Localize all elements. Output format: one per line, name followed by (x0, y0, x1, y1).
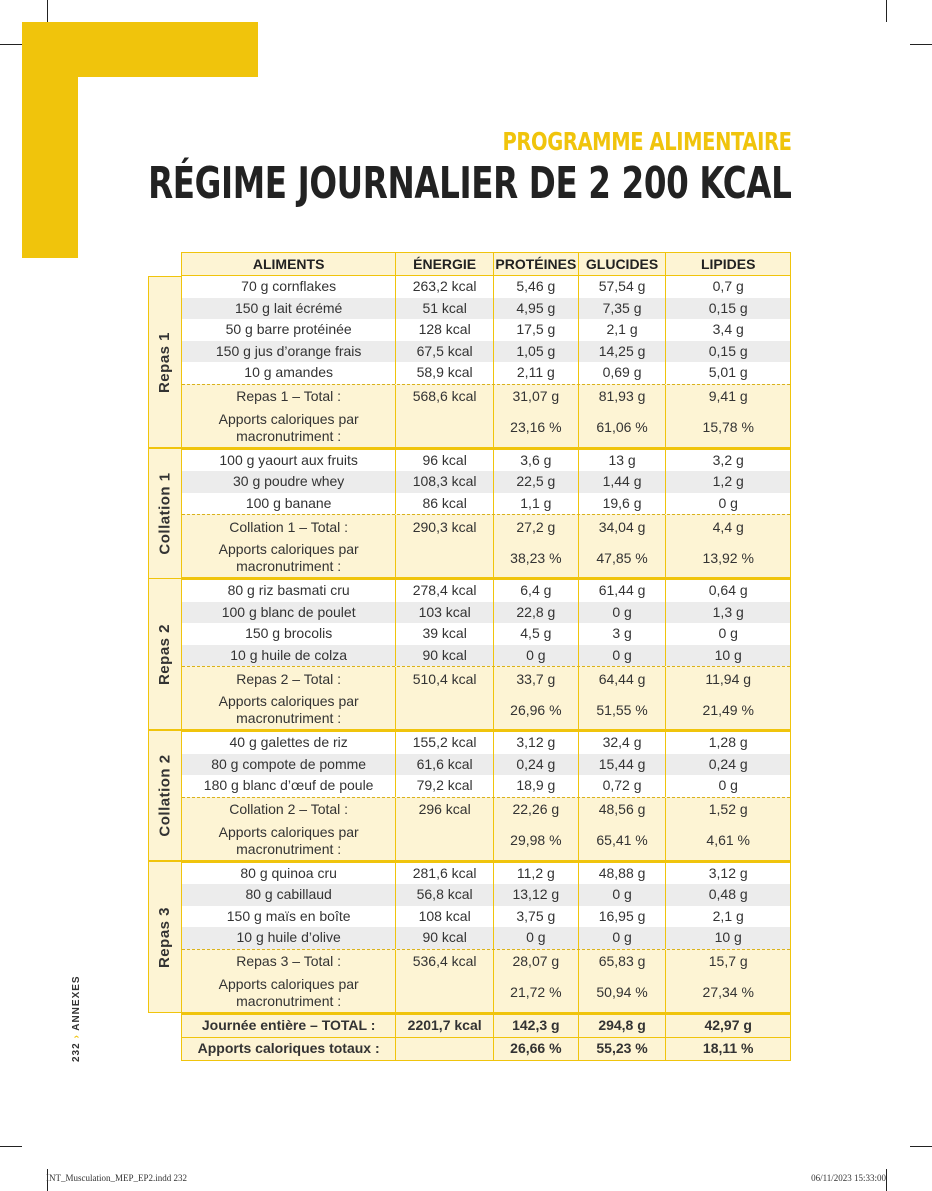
table-cell: 33,7 g (494, 667, 579, 691)
table-cell: 31,07 g (494, 385, 579, 409)
table-cell: 296 kcal (396, 798, 494, 822)
table-cell: 22,26 g (494, 798, 579, 822)
table-cell: 48,56 g (579, 798, 667, 822)
crop-mark (910, 1146, 932, 1147)
table-cell: 142,3 g (494, 1015, 579, 1037)
page-title: RÉGIME JOURNALIER DE 2 200 KCAL (148, 158, 792, 209)
table-cell: 1,05 g (494, 341, 579, 363)
table-cell: 3,4 g (712, 321, 744, 338)
table-row (182, 775, 790, 797)
section-label-text: Collation 2 (156, 754, 174, 837)
section-side-label (148, 861, 181, 1013)
table-cell (396, 822, 494, 860)
table-cell: 26,66 % (494, 1038, 579, 1060)
table-cell: 100 g blanc de poulet (182, 602, 396, 624)
section-total-block (182, 949, 790, 1012)
table-cell: 0,24 g (494, 754, 579, 776)
table-cell: 34,04 g (579, 515, 667, 539)
table-cell: 568,6 kcal (396, 385, 494, 409)
table-cell: 39 kcal (396, 623, 494, 645)
column-header-energie: ÉNERGIE (396, 253, 494, 275)
crop-mark (910, 44, 932, 45)
table-cell: 58,9 kcal (396, 362, 494, 384)
table-cell: 18,9 g (494, 775, 579, 797)
table-cell: 0 g (718, 625, 738, 642)
table-row (182, 754, 790, 776)
section-side-label (148, 578, 181, 730)
section-label-text: Collation 1 (156, 472, 174, 555)
table-cell: 17,5 g (494, 319, 579, 341)
table-cell: 0,24 g (708, 755, 748, 772)
table-row (182, 863, 790, 885)
table-row (182, 580, 790, 602)
table-row (182, 927, 790, 949)
table-cell: 50 g barre protéinée (182, 319, 396, 341)
table-cell: 13,92 % (702, 549, 754, 566)
table-cell: 86 kcal (396, 493, 494, 515)
table-cell: 510,4 kcal (396, 667, 494, 691)
column-header-proteines: PROTÉINES (494, 253, 579, 275)
slug-filename: INT_Musculation_MEP_EP2.indd 232 (46, 1173, 187, 1183)
table-cell: 108 kcal (396, 906, 494, 928)
table-cell: 16,95 g (579, 906, 667, 928)
table-row (182, 450, 790, 472)
table-cell: 0,7 g (712, 278, 744, 295)
table-cell: 0 g (718, 777, 738, 794)
table-cell: 108,3 kcal (396, 471, 494, 493)
table-cell: Repas 1 – Total : (182, 385, 396, 409)
table-cell: 55,23 % (579, 1038, 667, 1060)
table-cell: 81,93 g (579, 385, 667, 409)
table-cell: 6,4 g (494, 580, 579, 602)
table-cell: 27,34 % (702, 984, 754, 1000)
table-cell: 180 g blanc d’œuf de poule (182, 775, 396, 797)
table-cell: 4,95 g (494, 298, 579, 320)
table-cell: 90 kcal (396, 645, 494, 667)
table-cell: 51,55 % (579, 691, 667, 729)
table-cell: 13,12 g (494, 884, 579, 906)
table-cell: 0,15 g (708, 342, 748, 359)
table-cell: 65,83 g (579, 950, 667, 974)
table-cell: 18,11 % (702, 1040, 754, 1056)
table-cell: 80 g riz basmati cru (182, 580, 396, 602)
section-side-label (148, 730, 181, 861)
table-cell: 3,12 g (708, 864, 748, 881)
table-row (182, 362, 790, 384)
table-cell: Repas 3 – Total : (182, 950, 396, 974)
section-total-row (182, 515, 790, 539)
table-cell: 80 g cabillaud (182, 884, 396, 906)
table-cell: Journée entière – TOTAL : (182, 1015, 396, 1037)
table-cell: 4,5 g (494, 623, 579, 645)
table-cell: 1,1 g (494, 493, 579, 515)
column-header-lipides: LIPIDES (700, 255, 756, 272)
section-side-label (148, 276, 181, 448)
table-body (181, 276, 791, 1013)
table-cell: Apports caloriques totaux : (182, 1038, 396, 1060)
page-folio (71, 975, 82, 1062)
table-cell: 15,44 g (579, 754, 667, 776)
table-cell: 536,4 kcal (396, 950, 494, 974)
table-cell: 128 kcal (396, 319, 494, 341)
table-cell: 3,75 g (494, 906, 579, 928)
table-cell: 10 g (714, 929, 742, 946)
section-apports-row (182, 691, 790, 729)
table-cell: 10 g huile d’olive (182, 927, 396, 949)
table-cell: 150 g maïs en boîte (182, 906, 396, 928)
table-row (182, 884, 790, 906)
table-cell: 13 g (579, 450, 667, 472)
table-cell: 80 g compote de pomme (182, 754, 396, 776)
table-cell: 3,12 g (494, 732, 579, 754)
table-row (182, 319, 790, 341)
table-cell: 48,88 g (579, 863, 667, 885)
meal-section (181, 448, 791, 579)
section-label-text: Repas 3 (156, 906, 174, 968)
table-cell: 15,7 g (708, 953, 748, 969)
table-cell: 103 kcal (396, 602, 494, 624)
crop-mark (47, 0, 48, 22)
section-total-row (182, 798, 790, 822)
table-cell: 1,2 g (712, 473, 744, 490)
table-cell: Apports caloriques par macronutriment : (182, 539, 396, 577)
table-cell: 150 g lait écrémé (182, 298, 396, 320)
table-cell: 67,5 kcal (396, 341, 494, 363)
table-cell: 4,4 g (712, 518, 744, 535)
table-cell: Collation 1 – Total : (182, 515, 396, 539)
table-cell: 2,1 g (579, 319, 667, 341)
table-cell: 38,23 % (494, 539, 579, 577)
table-cell: 50,94 % (579, 974, 667, 1012)
table-cell: 10 g amandes (182, 362, 396, 384)
table-cell: 2201,7 kcal (396, 1015, 494, 1037)
table-cell: 0,15 g (708, 299, 748, 316)
table-cell: 27,2 g (494, 515, 579, 539)
table-cell: 0 g (494, 645, 579, 667)
table-cell: 15,78 % (702, 419, 754, 435)
table-cell: Apports caloriques par macronutriment : (182, 409, 396, 447)
meal-section (181, 861, 791, 1013)
table-cell: 64,44 g (579, 667, 667, 691)
column-header-aliments: ALIMENTS (182, 253, 396, 275)
table-row (182, 276, 790, 298)
table-row (182, 493, 790, 515)
table-cell: 19,6 g (579, 493, 667, 515)
page-number: 232 (71, 1042, 82, 1062)
table-cell: 65,41 % (579, 822, 667, 860)
table-cell: 22,8 g (494, 602, 579, 624)
table-cell: Apports caloriques par macronutriment : (182, 822, 396, 860)
table-cell: 0 g (718, 494, 738, 511)
table-cell: 0 g (579, 602, 667, 624)
table-cell: 40 g galettes de riz (182, 732, 396, 754)
table-cell: 155,2 kcal (396, 732, 494, 754)
table-cell: 32,4 g (579, 732, 667, 754)
nutrition-table (181, 252, 791, 1061)
table-cell: 29,98 % (494, 822, 579, 860)
table-cell: 11,94 g (705, 670, 752, 687)
chevron-right-icon: › (71, 1034, 82, 1039)
table-cell: 80 g quinoa cru (182, 863, 396, 885)
table-cell (396, 1038, 494, 1060)
table-cell: 28,07 g (494, 950, 579, 974)
meal-section (181, 578, 791, 730)
table-row (182, 645, 790, 667)
table-cell: 70 g cornflakes (182, 276, 396, 298)
table-cell: 0 g (579, 884, 667, 906)
meal-section (181, 730, 791, 861)
table-cell: Apports caloriques par macronutriment : (182, 974, 396, 1012)
grand-apports-row (182, 1037, 790, 1060)
table-row (182, 602, 790, 624)
table-cell: 2,11 g (494, 362, 579, 384)
table-cell: 0 g (494, 927, 579, 949)
table-cell: 9,41 g (708, 388, 748, 404)
table-cell: 10 g (714, 646, 742, 663)
table-cell: 21,72 % (494, 974, 579, 1012)
section-total-row (182, 950, 790, 974)
table-cell: 42,97 g (704, 1017, 752, 1033)
section-side-label (148, 448, 181, 579)
section-kicker: PROGRAMME ALIMENTAIRE (502, 127, 792, 156)
section-name: ANNEXES (71, 975, 82, 1031)
table-cell (396, 974, 494, 1012)
table-cell: 1,44 g (579, 471, 667, 493)
table-cell: 90 kcal (396, 927, 494, 949)
table-cell (396, 691, 494, 729)
table-row (182, 732, 790, 754)
section-apports-row (182, 409, 790, 447)
table-cell: 3,2 g (712, 451, 744, 468)
table-cell: 7,35 g (579, 298, 667, 320)
crop-mark (0, 1146, 22, 1147)
table-cell: 0 g (579, 645, 667, 667)
section-label-text: Repas 1 (156, 331, 174, 393)
section-apports-row (182, 974, 790, 1012)
crop-mark (886, 1169, 887, 1191)
table-cell: 21,49 % (702, 701, 754, 718)
meal-section (181, 276, 791, 448)
table-row (182, 623, 790, 645)
corner-accent-block (22, 22, 78, 258)
table-cell: 22,5 g (494, 471, 579, 493)
table-cell: 61,6 kcal (396, 754, 494, 776)
table-cell: 281,6 kcal (396, 863, 494, 885)
table-header (181, 252, 791, 276)
table-cell: 23,16 % (494, 409, 579, 447)
crop-mark (886, 0, 887, 22)
table-cell: 47,85 % (579, 539, 667, 577)
table-cell: 30 g poudre whey (182, 471, 396, 493)
table-cell: Collation 2 – Total : (182, 798, 396, 822)
table-cell: 263,2 kcal (396, 276, 494, 298)
section-total-row (182, 385, 790, 409)
table-cell: 5,01 g (708, 364, 748, 381)
table-cell: 278,4 kcal (396, 580, 494, 602)
section-apports-row (182, 822, 790, 860)
table-cell: 1,3 g (712, 603, 744, 620)
table-row (182, 906, 790, 928)
table-row (182, 341, 790, 363)
grand-total-block (181, 1013, 791, 1061)
table-cell: Repas 2 – Total : (182, 667, 396, 691)
table-cell: 150 g jus d’orange frais (182, 341, 396, 363)
table-cell: 0 g (579, 927, 667, 949)
table-cell: 3,6 g (494, 450, 579, 472)
section-total-block (182, 514, 790, 577)
section-total-block (182, 797, 790, 860)
column-header-glucides: GLUCIDES (579, 253, 667, 275)
table-row (182, 471, 790, 493)
table-cell: 0,64 g (708, 582, 748, 599)
crop-mark (0, 44, 22, 45)
section-total-block (182, 384, 790, 447)
table-cell: 79,2 kcal (396, 775, 494, 797)
grand-total-row (182, 1015, 790, 1037)
table-cell: 4,61 % (706, 832, 751, 848)
table-cell: 1,52 g (708, 801, 748, 817)
table-cell: 0,69 g (579, 362, 667, 384)
table-cell: 0,48 g (708, 886, 748, 903)
table-cell: 0,72 g (579, 775, 667, 797)
table-cell: 150 g brocolis (182, 623, 396, 645)
table-cell: 51 kcal (396, 298, 494, 320)
table-cell: 57,54 g (579, 276, 667, 298)
table-cell: 290,3 kcal (396, 515, 494, 539)
table-cell: 61,06 % (579, 409, 667, 447)
section-apports-row (182, 539, 790, 577)
table-cell (396, 409, 494, 447)
table-cell: 3 g (579, 623, 667, 645)
slug-datetime: 06/11/2023 15:33:00 (811, 1173, 886, 1183)
table-cell: 14,25 g (579, 341, 667, 363)
table-cell: 61,44 g (579, 580, 667, 602)
table-cell: 11,2 g (494, 863, 579, 885)
table-cell: 1,28 g (708, 734, 748, 751)
table-cell: 294,8 g (579, 1015, 667, 1037)
table-cell: 2,1 g (712, 907, 744, 924)
table-cell: 100 g banane (182, 493, 396, 515)
table-cell: 100 g yaourt aux fruits (182, 450, 396, 472)
table-cell: 56,8 kcal (396, 884, 494, 906)
section-total-block (182, 666, 790, 729)
table-cell: 5,46 g (494, 276, 579, 298)
table-cell: 96 kcal (396, 450, 494, 472)
section-label-text: Repas 2 (156, 623, 174, 685)
table-cell: 10 g huile de colza (182, 645, 396, 667)
table-row (182, 298, 790, 320)
table-cell: 26,96 % (494, 691, 579, 729)
section-total-row (182, 667, 790, 691)
table-cell (396, 539, 494, 577)
table-cell: Apports caloriques par macronutriment : (182, 691, 396, 729)
